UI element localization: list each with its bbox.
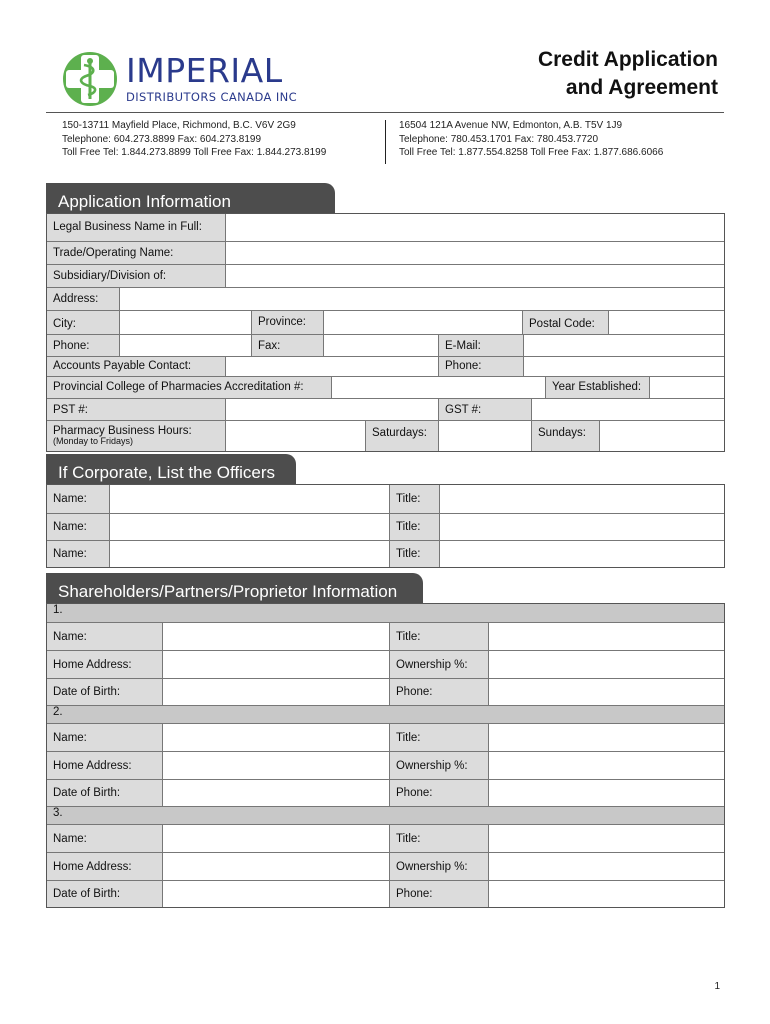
home-address-label: Home Address: [47, 651, 162, 678]
address-line: Telephone: 604.273.8899 Fax: 604.273.8199 [62, 133, 262, 145]
home-address-label: Home Address: [47, 752, 162, 779]
email-field[interactable] [523, 335, 724, 356]
trade-name-label: Trade/Operating Name: [47, 242, 225, 264]
address-line: Toll Free Tel: 1.844.273.8899 Toll Free Fax: 1.844.273.8199 [62, 147, 327, 158]
shareholder-name-label: Name: [47, 623, 162, 650]
officer-title-label: Title: [389, 514, 439, 540]
shareholder-phone-field[interactable] [488, 780, 724, 806]
shareholder-phone-field[interactable] [488, 881, 724, 907]
shareholder-row [47, 622, 724, 650]
form-row [47, 264, 724, 287]
subsidiary-field[interactable] [225, 265, 724, 287]
officer-name-label: Name: [47, 485, 109, 513]
form-row [47, 420, 724, 451]
form-row [47, 310, 724, 334]
address-line: Telephone: 780.453.1701 Fax: 780.453.7720 [399, 133, 599, 145]
richmond-address [62, 119, 326, 160]
phone-label: Phone: [47, 335, 119, 356]
shareholder-name-field[interactable] [162, 825, 389, 852]
officer-row [47, 540, 724, 567]
phone-field[interactable] [119, 335, 251, 356]
shareholder-number: 1. [47, 604, 724, 622]
saturdays-label: Saturdays: [365, 421, 438, 451]
title-line-2: and Agreement [565, 76, 718, 99]
address-field[interactable] [119, 288, 724, 310]
address-line: 150-13711 Mayfield Place, Richmond, B.C. V6V 2G9 [62, 120, 296, 131]
shareholder-name-field[interactable] [162, 623, 389, 650]
accreditation-field[interactable] [331, 377, 545, 398]
page-title [538, 46, 718, 102]
officer-title-field[interactable] [439, 541, 724, 567]
shareholder-title-field[interactable] [488, 825, 724, 852]
address-line: Toll Free Tel: 1.877.554.8258 Toll Free Fax: 1.877.686.6066 [399, 147, 664, 158]
shareholder-row [47, 779, 724, 806]
shareholder-name-label: Name: [47, 825, 162, 852]
shareholder-title-label: Title: [389, 724, 488, 751]
shareholder-phone-label: Phone: [389, 780, 488, 806]
form-row [47, 334, 724, 356]
ownership-label: Ownership %: [389, 651, 488, 678]
weekday-hours-field[interactable] [225, 421, 365, 451]
form-row [47, 376, 724, 398]
shareholder-row [47, 650, 724, 678]
home-address-field[interactable] [162, 651, 389, 678]
saturday-hours-field[interactable] [438, 421, 531, 451]
ownership-field[interactable] [488, 853, 724, 880]
pharmacy-cross-icon [62, 49, 122, 109]
hours-label [47, 421, 225, 451]
section-tab-application: Application Information [46, 183, 335, 215]
form-row [47, 214, 724, 241]
shareholder-phone-label: Phone: [389, 881, 488, 907]
dob-label: Date of Birth: [47, 679, 162, 705]
fax-field[interactable] [323, 335, 438, 356]
gst-label: GST #: [438, 399, 531, 420]
shareholder-title-field[interactable] [488, 724, 724, 751]
gst-field[interactable] [531, 399, 724, 420]
dob-field[interactable] [162, 881, 389, 907]
trade-name-field[interactable] [225, 242, 724, 264]
shareholder-phone-label: Phone: [389, 679, 488, 705]
shareholder-row [47, 880, 724, 907]
home-address-field[interactable] [162, 752, 389, 779]
officer-name-field[interactable] [109, 514, 389, 540]
subsidiary-label: Subsidiary/Division of: [47, 265, 225, 287]
email-label: E-Mail: [438, 335, 523, 356]
year-established-field[interactable] [649, 377, 724, 398]
form-row [47, 287, 724, 310]
city-label: City: [47, 311, 119, 334]
application-form [46, 213, 725, 452]
pst-field[interactable] [225, 399, 438, 420]
shareholder-phone-field[interactable] [488, 679, 724, 705]
dob-field[interactable] [162, 679, 389, 705]
officer-title-field[interactable] [439, 485, 724, 513]
ap-contact-field[interactable] [225, 357, 438, 376]
hours-note: (Monday to Fridays) [53, 436, 134, 446]
section-tab-officers: If Corporate, List the Officers [46, 454, 296, 486]
postal-code-field[interactable] [608, 311, 724, 334]
accreditation-label: Provincial College of Pharmacies Accreditation #: [47, 377, 331, 398]
officer-title-label: Title: [389, 541, 439, 567]
year-established-label: Year Established: [545, 377, 649, 398]
form-row [47, 398, 724, 420]
logo-subtitle: DISTRIBUTORS CANADA INC [126, 90, 298, 104]
shareholder-title-label: Title: [389, 623, 488, 650]
shareholder-number: 2. [47, 705, 724, 723]
officer-name-field[interactable] [109, 541, 389, 567]
legal-name-label: Legal Business Name in Full: [47, 214, 225, 241]
legal-name-field[interactable] [225, 214, 724, 241]
shareholders-form [46, 603, 725, 908]
ownership-field[interactable] [488, 651, 724, 678]
section-tab-shareholders: Shareholders/Partners/Proprietor Information [46, 573, 423, 605]
shareholder-number: 3. [47, 806, 724, 824]
home-address-field[interactable] [162, 853, 389, 880]
ap-phone-label: Phone: [438, 357, 523, 376]
officer-name-field[interactable] [109, 485, 389, 513]
shareholder-row [47, 751, 724, 779]
shareholder-name-field[interactable] [162, 724, 389, 751]
ownership-label: Ownership %: [389, 752, 488, 779]
ownership-label: Ownership %: [389, 853, 488, 880]
dob-label: Date of Birth: [47, 881, 162, 907]
officer-name-label: Name: [47, 514, 109, 540]
officer-row [47, 485, 724, 513]
logo-wordmark: IMPERIAL [126, 51, 283, 90]
shareholder-title-label: Title: [389, 825, 488, 852]
officer-title-field[interactable] [439, 514, 724, 540]
page-number: 1 [714, 981, 720, 992]
ap-contact-label: Accounts Payable Contact: [47, 357, 225, 376]
sundays-label: Sundays: [531, 421, 599, 451]
shareholder-row [47, 678, 724, 705]
address-label: Address: [47, 288, 119, 310]
officer-title-label: Title: [389, 485, 439, 513]
shareholder-name-label: Name: [47, 724, 162, 751]
shareholder-title-field[interactable] [488, 623, 724, 650]
ap-phone-field[interactable] [523, 357, 724, 376]
form-row [47, 241, 724, 264]
dob-label: Date of Birth: [47, 780, 162, 806]
fax-label: Fax: [251, 335, 323, 356]
shareholder-row [47, 824, 724, 852]
dob-field[interactable] [162, 780, 389, 806]
shareholder-row [47, 723, 724, 751]
shareholder-row [47, 852, 724, 880]
home-address-label: Home Address: [47, 853, 162, 880]
postal-code-label: Postal Code: [522, 311, 608, 334]
province-field[interactable] [323, 311, 522, 334]
form-row [47, 356, 724, 376]
pst-label: PST #: [47, 399, 225, 420]
officer-row [47, 513, 724, 540]
province-label: Province: [251, 311, 323, 334]
header-divider [46, 112, 724, 113]
officers-form [46, 484, 725, 568]
hours-label-text: Pharmacy Business Hours: [53, 425, 192, 437]
city-field[interactable] [119, 311, 251, 334]
ownership-field[interactable] [488, 752, 724, 779]
address-separator [385, 120, 386, 164]
imperial-logo [62, 49, 302, 111]
address-line: 16504 121A Avenue NW, Edmonton, A.B. T5V 1J9 [399, 120, 623, 131]
title-line-1: Credit Application [537, 48, 718, 71]
edmonton-address [399, 119, 663, 160]
officer-name-label: Name: [47, 541, 109, 567]
sunday-hours-field[interactable] [599, 421, 724, 451]
